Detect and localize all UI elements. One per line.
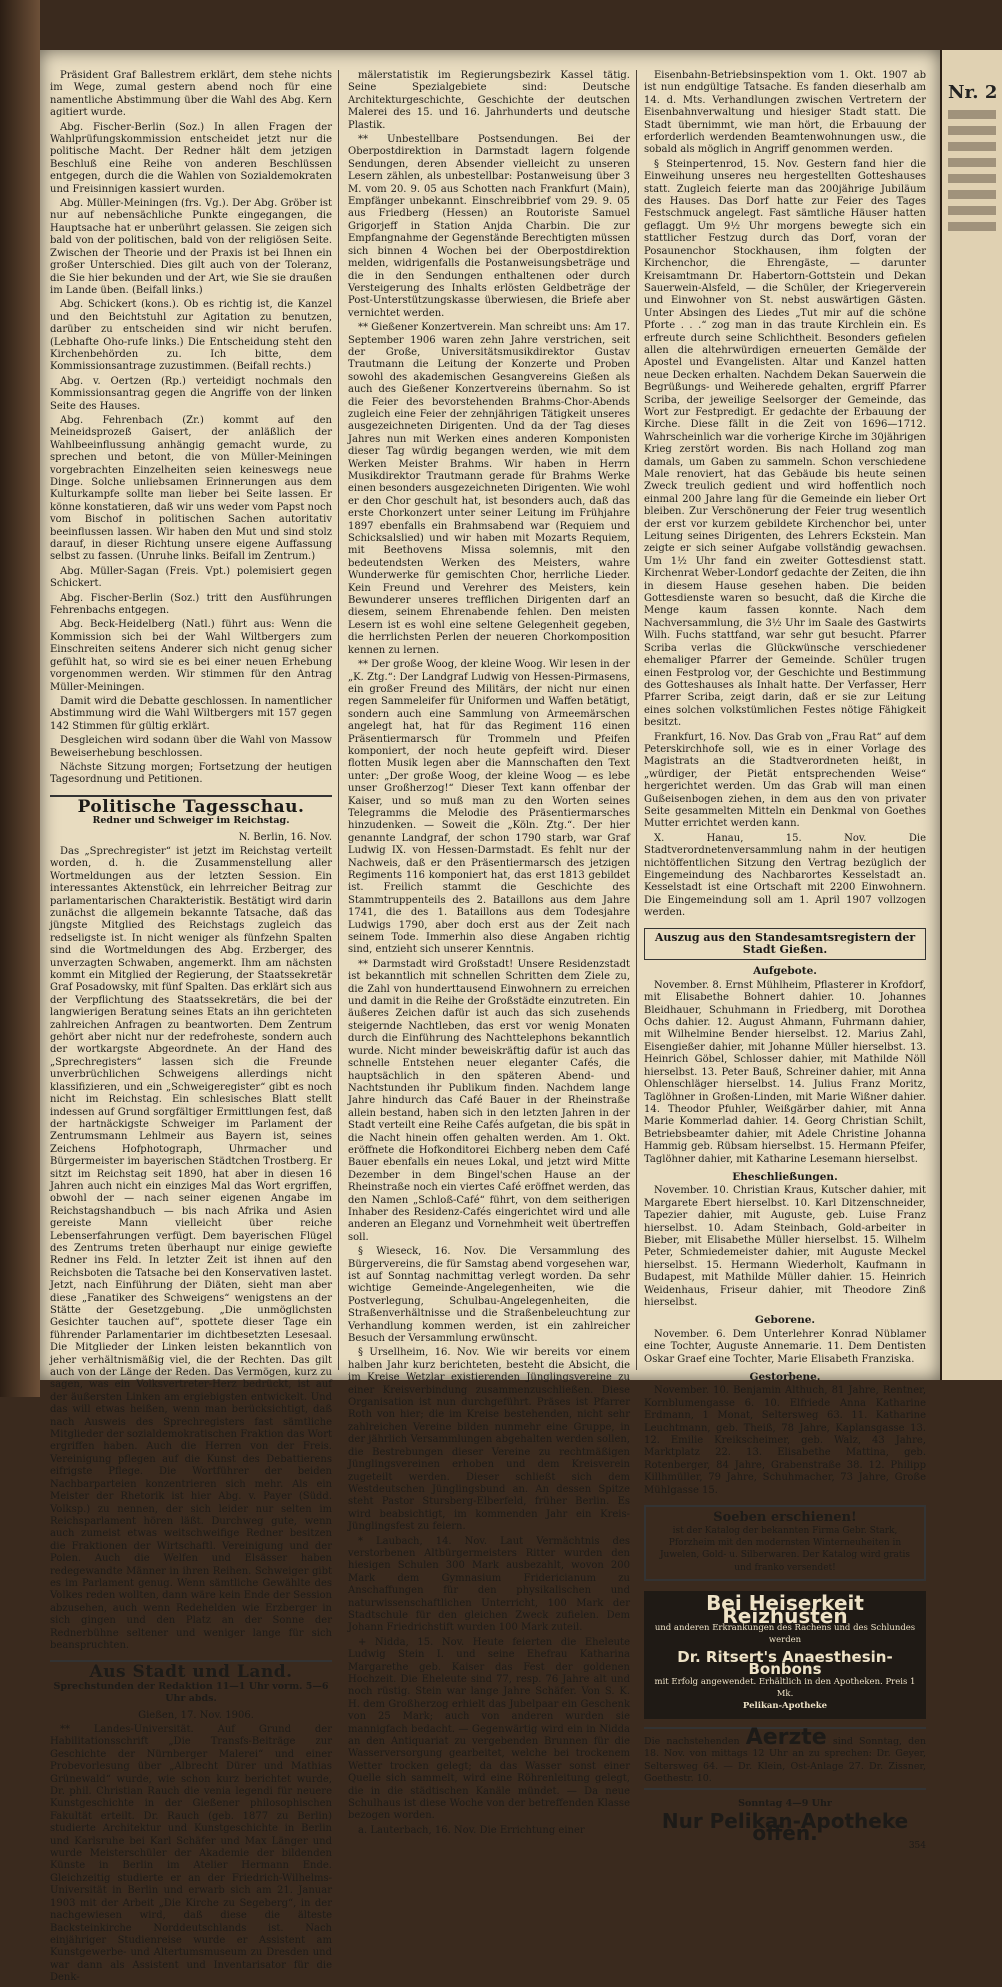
registry-entries: November. 6. Dem Unterlehrer Konrad Nüblamer eine Tochter, Auguste Annemarie. 11. Dem Dentisten Oskar Graef eine Tochter, Marie Elisabeth Franziska. <box>644 1328 926 1365</box>
notice-text: ist der Katalog der bekannten Firma Gebr. Stark, Pforzheim mit den modernsten Winterneuheiten in Juwelen, Gold- u. Silberwaren. Der Katalog wird gratis und franko versendet! <box>659 1525 911 1573</box>
pharmacy-notice: Nur Pelikan-Apotheke offen. <box>661 1808 909 1846</box>
paragraph: Abg. Müller-Sagan (Freis. Vpt.) polemisiert gegen Schickert. <box>50 565 332 590</box>
paragraph: Abg. Beck-Heidelberg (Natl.) führt aus: Wenn die Kommission sich bei der Wahl Wiltbergers zum Einschreiten seitens Anderer sich nicht genug sicher gefühlt hat, so wird sie es bei einer neuen Erhebung vorgenommen werden. Wir stimmen für den Antrag Müller-Meiningen. <box>50 619 332 693</box>
doctors-info: sind Sonntag, den 18. Nov. von mittags 12 Uhr an zu sprechen: Dr. Geyer, Seltersweg 64. — Dr. Klein, Ost-Anlage 27. Dr. Zissner, Goethestr. 10. <box>644 1735 926 1784</box>
paragraph: § Ursellheim, 16. Nov. Wie wir bereits vor einem halben Jahr kurz berichteten, besteht die Absicht, die im Kreise Wetzlar existierenden Jünglingsvereine zu einer Kreisverbindung zusammenzuschließen. Diese Organisation ist nun durchgeführt. Präses ist Pfarrer Roth von hier; die im Kreise bestehenden, nicht sehr zahlreichen Vereine bilden nunmehr eine Gruppe, in der jährlich Versammlungen abgehalten werden sollen, die Bestrebungen dieser Vereine zu rechtmäßigen Jünglingsvereinen erhoben und dem Kreisverein zugeteilt werden. Dieser schließt sich dem Westdeutschen Jünglingsbund an. An dessen Spitze steht Pastor Stursberg-Elberfeld, früher Berlin. Es wird beabsichtigt, im kommenden Jahr ein Kreis-Jünglingsfest zu feiern. <box>348 1347 630 1533</box>
paragraph: Frankfurt, 16. Nov. Das Grab von „Frau Rat“ auf dem Peterskirchhofe soll, wie es in einer Vorlage des Magistrats an die Stadtverordneten heißt, in „würdiger, der Pietät entsprechenden Weise“ hergerichtet werden. Um das Grab will man einen Gußeisenbogen ziehen, in dem aus den von privater Seite gesammelten Mitteln ein Denkmal von Goethes Mutter errichtet werden kann. <box>644 731 926 830</box>
paragraph: ** Gießener Konzertverein. Man schreibt uns: Am 17. September 1906 waren zehn Jahre verstrichen, seit der Große, Universitätsmusikdirektor Gustav Trautmann die Leitung der Konzerte und Proben sowohl des akademischen Gesangvereins Gießen als auch des Gießener Konzertvereins übernahm. So ist die Feier des bevorstehenden Brahms-Chor-Abends zugleich eine Feier der zehnjährigen Tätigkeit unseres ausgezeichneten Dirigenten. Und da der Tag dieses Jahres nun mit Werken eines anderen Komponisten dieser Tag würdig begangen werden, wie mit dem Werken Meister Brahms. Wir haben in Herrn Musikdirektor Trautmann gerade für Brahms Werke einen besonders ausgezeichneten Dirigenten. Wie wohl er den Chor geschult hat, ist besonders auch, daß das erste Chorkonzert unter seiner Leitung im Frühjahre 1897 ebenfalls ein Brahmsabend war (Requiem und Schicksalslied) und wir haben mit Mozarts Requiem, mit Beethovens Missa solemnis, mit den bedeutendsten Werken des Meisters, wahre Wunderwerke für gemischten Chor, herrliche Lieder. Kein Freund und Verehrer des Meisters, kein Bewunderer unseres trefflichen Dirigenten darf an diesem, seinem Ehrenabende fehlen. Den meisten Lesern ist es wohl eine seltene Gelegenheit gegeben, die herrlichsten Perlen der neueren Chorkomposition kennen zu lernen. <box>348 322 630 656</box>
doctors-prefix: Die nachstehenden <box>644 1735 740 1747</box>
paragraph: Abg. Schickert (kons.). Ob es richtig ist, die Kanzel und den Beichtstuhl zur Agitation zu benutzen, darüber zu entscheiden sind wir nicht berufen. (Lebhafte Oho-rufe links.) Die Entscheidung steht den Kirchenbehörden zu. Ich bitte, dem Kommissionsantrage zuzustimmen. (Beifall rechts.) <box>50 299 332 373</box>
ad-brand: Dr. Ritsert's Anaesthesin-Bonbons <box>677 1647 893 1679</box>
paragraph: ** Der große Woog, der kleine Woog. Wir lesen in der „K. Ztg.“: Der Landgraf Ludwig von Hessen-Pirmasens, ein großer Freund des Militärs, der nicht nur einen regen Sammeleifer für Uniformen und Waffen betätigt, sondern auch eine Sammlung von Armeemärschen angelegt hat, hat für das Regiment 116 einen Präsentiermarsch für Trommeln und Pfeifen komponiert, der noch heute gepfeift wird. Dieser flotten Musik legen aber die Mannschaften den Text unter: „Der große Woog, der kleine Woog — es lebe unser Großherzog!“ Dieser Text kann offenbar der Kaiser, und so muß man zu den Worten seines Telegramms die Melodie des Präsentiermarsches hinzudenken. — Soweit die „Köln. Ztg.“. Der hier genannte Landgraf, der schon 1790 starb, war Graf Ludwig IX. von Hessen-Darmstadt. Es fehlt nur der Nachweis, daß er den Präsentiermarsch des jetzigen Regiments 116 komponiert hat, das erst 1813 gebildet ist. Freilich stammt die Geschichte des Stammtruppenteils des 2. Bataillons aus dem Jahre 1741, die des 1. Bataillons aus dem Todesjahre Ludwigs 1790, aber doch erst aus der Zeit nach seinem Tode. Immerhin also diese Angaben richtig sind, entzieht sich unserer Kenntnis. <box>348 659 631 956</box>
section-subheading: Redner und Schweiger im Reichstag. <box>92 815 290 827</box>
adjacent-text-line <box>948 174 996 183</box>
paragraph: + Nidda, 15. Nov. Heute feierten die Eheleute Ludwig Stein I. und seine Ehefrau Katharina Margarethe geb. Kaiser das Fest der goldenen Hochzeit. Die Eheleute sind 77, resp. 76 Jahre alt und noch rüstig. Stein war lange Jahre Schäfer. Von S. K. H. dem Großherzog erhielt das Jubelpaar ein Geschenk von 25 Mark; auch von anderen wurden sie mannigfach bedacht. — Gegenwärtig wird ein in Nidda an den Antiquariat zu vergebenden Brunnen für die Wasserversorgung gearbeitet, welche bei trockenem Wetter trocken gelegt; da das Wasser sonst einer Quelle sich sammelt, wird eine Röhrenleitung gelegt, die in die städtischen Kanäle mündet. — Da neue Schulhaus ist diese Woche von der betreffenden Klasse bezogen worden. <box>348 1636 630 1822</box>
ad-subline: und anderen Erkrankungen des Rachens und des Schlundes werden <box>654 1622 916 1646</box>
paragraph: Abg. Fehrenbach (Zr.) kommt auf den Meineidsprozeß Gaisert, der anläßlich der Wahlbeeinflussung anhängig gemacht wurde, zu sprechen und betont, die von Müller-Meiningen vorgebrachten Einzelheiten seien keineswegs neue Dinge. Solche unliebsamen Erinnerungen aus dem Kulturkampfe sollte man lieber bei Seite lassen. Er könne konstatieren, daß wir uns weder vom Papst noch vom Bischof in politischen Sachen autoritativ beeinflussen lassen. Wir haben den Mut und sind stolz darauf, in dieser Richtung unsere eigene Auffassung selbst zu fassen. (Unruhe links. Beifall im Zentrum.) <box>50 414 333 563</box>
paragraph: § Steinpertenrod, 15. Nov. Gestern fand hier die Einweihung unseres neu hergestellten Gotteshauses statt. Zugleich feierte man das 200jährige Jubiläum des Hauses. Das Dorf hatte zur Feier des Tages Festschmuck angelegt. Fast sämtliche Häuser hatten geflaggt. Um 9½ Uhr morgens bewegte sich ein stattlicher Festzug durch das Dorf, voran der Posaunenchor Stockhausen, ihm folgten der Kirchenchor, die Ehrengäste, — darunter Kreisamtmann Dr. Habertorn-Gottstein und Dekan Sauerwein-Alsfeld, — die Schüler, der Kriegerverein und Einwohner von St. nebst auswärtigen Gästen. Unter Absingen des Liedes „Tut mir auf die schöne Pforte . . .“ zog man in das traute Kirchlein ein. Es erfreute durch seine Schlichtheit. Besonders gefielen allen die altehrwürdigen erneuerten Gemälde der Apostel und Evangelisten. Altar und Kanzel hatten neue Decken erhalten. Nachdem Dekan Sauerwein die Begrüßungs- und Weiherede gehalten, ergriff Pfarrer Scriba, der jeweilige Seelsorger der Gemeinde, das Wort zur Festpredigt. Er gedachte der Erbauung der Kirche. Diese fällt in die Zeit von 1696—1712. Wahrscheinlich war die vorherige Kirche im 30jährigen Krieg zerstört worden. Bis nach Holland zog man damals, um Gaben zu sammeln. Schon verschiedene Male renoviert, hat das Gebäude bis heute seinen Zweck treulich gedient und wird hoffentlich noch einmal 200 Jahre lang für die Gemeinde ein lieber Ort bleiben. Zur Verschönerung der Feier trug wesentlich der erst vor kurzem gebildete Kirchenchor bei, unter Leitung seines Dirigenten, des Lehrers Eckstein. Man zeigte er sich seiner Aufgabe vollständig gewachsen. Um 1½ Uhr fand ein zweiter Gottesdienst statt. Kirchenrat Weber-Londorf gedachte der Zeiten, die ihn in diesem Hause gesehen haben. Die beiden Gottesdienste waren so besucht, daß die Kirche die Menge kaum fassen konnte. Nach dem Nachversammlung, die 3½ Uhr im Saale des Gastwirts Wilh. Fuchs stattfand, war sehr gut besucht. Pfarrer Scriba verlas die Glückwünsche verschiedener ehemaliger Pfarrer der Gemeinde. Schüler trugen einen Festprolog vor, der Geschichte und Bestimmung des Gotteshauses als Inhalt hatte. Der Verfasser, Herr Pfarrer Scriba, zeigt darin, daß er sie zur Leitung eines solchen volkstümlichen Festes nötige Fähigkeit besitzt. <box>644 158 926 729</box>
paragraph: mälerstatistik im Regierungsbezirk Kassel tätig. Seine Spezialgebiete sind: Deutsche Architekturgeschichte, Geschichte der deutschen Malerei des 15. und 16. Jahrhunderts und deutsche Plastik. <box>348 70 630 131</box>
adjacent-text-line <box>948 158 996 167</box>
paragraph: ** Landes-Universität. Auf Grund der Habilitationsschrift „Die Transfs-Beiträge zur Geschichte der Nürnberger Malerei“ und einer Probevorlesung über „Albrecht Dürer und Mathias Grünewald“ wurde, wie schon kurz berichtet wurde, Dr. phil. Christian Rauch die venia legendi für neuere Kunstgeschichte in der Gießener philosophischen Fakultät erteilt. Dr. Rauch (geb. 1877 zu Berlin) studierte Architektur und Kunstgeschichte in Berlin und Karlsruhe bei Karl Schäfer und Max Länger und wurde Meisterschüler der Akademie der bildenden Künste in Berlin im Atelier Hermann Ende. Gleichzeitig studierte er an der Friedrich-Wilhelms-Universität in Berlin und erwarb sich am 21. Januar 1903 mit der Arbeit „Die Kirche zu Segeberg“, in der nachgewiesen wird, daß diese die älteste Backsteinkirche Norddeutschlands ist. Nach einjähriger Studienreise wurde er Assistent am Kunstgewerbe- und Altertumsmuseum zu Dresden und war dann als Assistent und Inventarisator für die Denk- <box>50 1724 332 1984</box>
adjacent-text-line <box>948 206 996 215</box>
paragraph: a. Lauterbach, 16. Nov. Die Errichtung einer <box>358 1824 585 1836</box>
registry-entries: November. 10. Benjamin Althuch, 81 Jahre, Rentner, Kornblumengasse 6. 10. Elfriede Anna Katharine Erdmann, 1 Monat, Seltersweg 63. 11. Katharine Leuchtmann, geb. Theiß, 78 Jahre, Kaplansgasse 13. 12. Emilie Kreikscheimer, geb. Walz, 43 Jahre, Marktplatz 22. 13. Elisabethe Mattina, geb. Rotenberger, 84 Jahre, Grabenstraße 38. 12. Philipp Killhmüller, 79 Jahre, Schuhmacher, 73 Jahre, Große Mühlgasse 15. <box>644 1385 926 1496</box>
paragraph: * Laubach, 14. Nov. Laut Vermächtnis des verstorbenen Altbürgermeisters Ritter wurden den hiesigen Schulen 300 Mark ausbezahlt, wovon 200 Mark dem Gymnasium Fridericianum zu Anschaffungen für den physikalischen und naturwissenschaftlichen Unterricht, 100 Mark der Stadtschule für den gleichen Zweck zufielen. Dem Johann Friedrichstift wurden 100 Mark zuteil. <box>348 1535 630 1634</box>
paragraph: Abg. v. Oertzen (Rp.) verteidigt nochmals den Kommissionsantrag gegen die Angriffe von der linken Seite des Hauses. <box>50 375 332 412</box>
paragraph: ** Darmstadt wird Großstadt! Unsere Residenzstadt ist bekanntlich mit schnellen Schritten dem Ziele zu, die Zahl von hunderttausend Einwohnern zu erreichen und damit in die Reihe der Großstädte einzutreten. Ein äußeres Zeichen dafür ist auch das sich zusehends steigernde Nachtleben, das erst vor wenig Monaten durch die Einführung des Nachttelephons bekanntlich wurde. Nicht minder beweiskräftig dafür ist auch das schnelle Entstehen neuer eleganter Cafés, die hauptsächlich in den späteren Abend- und Nachtstunden ihr Publikum finden. Nachdem lange Jahre hindurch das Café Bauer in der Rheinstraße allein bestand, haben sich in den letzten Jahren in der Stadt verteilt eine Reihe Cafés aufgetan, die bis spät in die Nacht hinein offen gehalten werden. Am 1. Okt. eröffnete die Hofkonditorei Eichberg neben dem Café Bauer ebenfalls ein neues Lokal, und jetzt wird Mitte Dezember in dem Bingel'schen Hause an der Rheinstraße noch ein viertes Café eröffnet werden, das den Namen „Schloß-Café“ führt, von dem seitherigen Inhaber des Residenz-Cafés eingerichtet wird und alle anderen an Eleganz und Vornehmheit weit übertreffen soll. <box>348 958 630 1243</box>
adjacent-text-line <box>948 142 996 151</box>
paragraph: Präsident Graf Ballestrem erklärt, dem stehe nichts im Wege, zumal gestern abend noch für eine namentliche Abstimmung über die Wahl des Abg. Kern agitiert wurde. <box>50 70 332 119</box>
paragraph: § Wieseck, 16. Nov. Die Versammlung des Bürgervereins, die für Samstag abend vorgesehen war, ist auf Sonntag nachmittag verlegt worden. Da sehr wichtige Gemeinde-Angelegenheiten, wie die Postverlegung, Schulbau-Angelegenheiten, die Straßenverhältnisse und die Straßenbeleuchtung zur Verhandlung kommen werden, ist ein zahlreicher Besuch der Versammlung erwünscht. <box>348 1246 630 1345</box>
catalog-notice <box>644 1505 926 1581</box>
adjacent-page-heading: Nr. 2 <box>948 82 998 103</box>
office-hours: Sprechstunden der Redaktion 11—1 Uhr vorm. 5—6 Uhr abds. <box>53 1680 329 1705</box>
column-divider <box>338 70 339 1370</box>
column-3 <box>644 70 926 1852</box>
registry-subheading: Geborene. <box>754 1314 816 1327</box>
paragraph: Eisenbahn-Betriebsinspektion vom 1. Okt. 1907 ab ist nun endgültige Tatsache. Es fanden dieserhalb am 14. d. Mts. Verhandlungen zwischen Vertretern der Eisenbahnverwaltung und hiesiger Stadt statt. Die Stadt übernimmt, wie man hört, die Erbauung der erforderlich werdenden Beamtenwohnungen usw., die sobald als möglich in Angriff genommen werden. <box>644 70 926 156</box>
book-gutter <box>0 0 40 1397</box>
paragraph: X. Hanau, 15. Nov. Die Stadtverordnetenversammlung nahm in der heutigen nichtöffentlichen Sitzung den Vertrag bezüglich der Eingemeindung des Nachbarortes Kesselstadt an. Kesselstadt ist eine Ortschaft mit 2200 Einwohnern. Die Eingemeindung soll am 1. April 1907 vollzogen werden. <box>644 832 926 919</box>
paragraph: Das „Sprechregister“ ist jetzt im Reichstag verteilt worden, d. h. die Zusammenstellung aller Wortmeldungen aus der letzten Session. Ein interessantes Aktenstück, ein lehrreicher Beitrag zur parlamentarischen Charakteristik. Bestätigt wird darin zunächst die allgemein bekannte Tatsache, daß das jüngste Mitglied des Reichstags zugleich das redseligste ist. In nicht weniger als fünfzehn Spalten sind die Wortmeldungen des Abg. Erzberger, des unverzagten Schwaben, angemerkt. Ihm am nächsten kommt ein Mitglied der Regierung, der Staatssekretär Graf Posadowsky, mit fünf Spalten. Das erklärt sich aus der Verpflichtung des Staatssekretärs, die bei der langwierigen Beratung seines Etats an ihn gerichteten zahlreichen Anfragen zu beantworten. Dem Zentrum gehört aber nicht nur der redefroheste, sondern auch der wortkargste Abgeordnete. An der Hand des „Sprechregisters“ lassen sich die Freunde unverbrüchlichen Schweigens allerdings nicht klassifizieren, und ein „Schweigeregister“ gibt es noch nicht im Reichstag. Ein schlesisches Blatt stellt indessen auf Grund sorgfältiger Ermittlungen fest, daß der hartnäckigste Schweiger im Parlament der Zentrumsmann Lehlmeir aus Bayern ist, seines Zeichens Hofphotograph, Uhrmacher und Bürgermeister im bayerischen Städtchen Trostberg. Er sitzt im Reichstag seit 1890, hat aber in diesen 16 Jahren auch nicht ein einziges Mal das Wort ergriffen, obwohl der — nach seiner eigenen Angabe im Reichstagshandbuch — bis nach Afrika und Asien gereiste Mann vielleicht über reiche Lebenserfahrungen verfügt. Dem bayerischen Flügel des Zentrums treten überhaupt nur einige gewiefte Redner ins Feld. In letzter Zeit ist ihnen auf den Reichsboten die Tatsache bei den Konservativen lastet. Jetzt, nach Einführung der Diäten, sieht man aber diese „Fanatiker des Schweigens“ wenigstens an der Stätte der Gesetzgebung. „Die unmöglichsten Gesichter tauchen auf“, spottete dieser Tage ein führender Parlamentarier im dichtbesetzten Lesesaal. Die Mitglieder der Linken leisten bekanntlich von jeher verhältnismäßig viel, die der Rechten. Das gilt auch von der Länge der Reden. Das Vermögen, kurz zu sagen, was ein Volksvertreter-Herz bedrückt, ist auf der äußersten Linken am ergiebigsten entwickelt. Und das will etwas heißen, wenn man berücksichtigt, daß nach Ausweis des Sprechregisters fast sämtliche Mitglieder der sozialdemokratischen Fraktion das Wort ergriffen haben. Auch die Herren von der Freis. Vereinigung pflegen auf die Kunst des Debattierens eifrigste Pflege. Die Wortführer der beiden Nachbarparteien konzentrieren sich mehr. Als ein Meister der Rhetorik ist hier Abg. v. Payer (Südd. Volksp.) zu nennen, der sich leider nur selten im Reichsparlament hören läßt. Durchweg gute, wenn auch zumeist etwas weitschweifige Redner besitzen die Fraktionen der Wirtschaftl. Vereinigung und der Polen. Auch die Welfen und Elsässer haben redegewandte Männer in ihren Reihen. Schweiger gibt es im Parlament genug. Wenn sämtliche Gewählte des Volkes reden wollten, dann wäre kein Ende der Session abzusehen, auch wenn Redehelden wie Erzberger in sich gingen und den Platz an der Sonne der Rednerbühne seltener und weniger lange für sich beanspruchten. <box>50 845 332 1651</box>
adjacent-text-line <box>948 222 996 231</box>
paragraph: Abg. Fischer-Berlin (Soz.) tritt den Ausführungen Fehrenbachs entgegen. <box>50 592 332 617</box>
bonbon-advertisement <box>644 1591 926 1719</box>
registry-entries: November. 8. Ernst Mühlheim, Pflasterer in Krofdorf, mit Elisabethe Bohnert dahier. 10. Johannes Bleidhauer, Schuhmann in Friedberg, mit Dorothea Ochs dahier. 12. August Ahmann, Fuhrmann dahier, mit Wilhelmine Bender hierselbst. 12. Marius Zahl, Eisengießer dahier, mit Johanne Müller hierselbst. 13. Heinrich Göbel, Schlosser dahier, mit Mathilde Nöll hierselbst. 13. Peter Bauß, Schreiner dahier, mit Anna Ohlenschläger hierselbst. 14. Julius Franz Moritz, Taglöhner in Großen-Linden, mit Marie Wißner dahier. 14. Theodor Pfuhler, Weißgärber dahier, mit Anna Marie Kommerlad dahier. 14. Georg Christian Schilt, Betriebsbeamter dahier, mit Adele Christine Johanna Hammig geb. Rübsam hierselbst. 15. Hermann Pfeifer, Taglöhner dahier, mit Katharine Lesemann hierselbst. <box>644 979 926 1165</box>
adjacent-text-line <box>948 126 996 135</box>
registry-subheading: Eheschließungen. <box>732 1170 838 1183</box>
dateline: Gießen, 17. Nov. 1906. <box>138 1709 254 1721</box>
paragraph: Abg. Müller-Meiningen (frs. Vg.). Der Abg. Gröber ist nur auf nebensächliche Punkte eingegangen, die Hauptsache hat er unberührt gelassen. Sie zeigen sich bald von der politischen, bald von der religiösen Seite. Zwischen der Theorie und der Praxis ist bei Ihnen ein großer Unterschied. Dies gilt auch von der Toleranz, die Sie hier bekunden und der Art, wie Sie sie draußen im Lande üben. (Beifall links.) <box>50 198 332 296</box>
registry-subheading: Gestorbene. <box>749 1371 821 1384</box>
column-divider <box>636 70 637 1370</box>
pharmacy-hours: Sonntag 4—9 Uhr <box>738 1798 832 1810</box>
registry-heading: Auszug aus den Standesamtsregistern der Stadt Gießen. <box>644 928 926 961</box>
paragraph: Abg. Fischer-Berlin (Soz.) In allen Fragen der Wahlprüfungskommission entscheidet jetzt nur die politische Macht. Der Redner hält dem jetzigen Beschluß eine Reihe von anderen Beschlüssen entgegen, durch die die Wahlen von Sozialdemokraten und Freisinnigen kassiert wurden. <box>50 121 332 195</box>
section-heading-politics: Politische Tagesschau. <box>50 795 332 813</box>
dateline: N. Berlin, 16. Nov. <box>238 831 332 843</box>
paragraph: Damit wird die Debatte geschlossen. In namentlicher Abstimmung wird die Wahl Wiltbergers mit 157 gegen 142 Stimmen für gültig erklärt. <box>50 695 332 732</box>
registry-subheading: Aufgebote. <box>753 965 817 978</box>
notice-title: Soeben erschienen! <box>713 1510 857 1526</box>
newspaper-page <box>40 50 940 1984</box>
adjacent-text-line <box>948 110 996 119</box>
ad-headline: Bei Heiserkeit Reizhusten <box>706 1591 864 1628</box>
page-number: 354 <box>908 1840 926 1851</box>
ad-side-label: Pelikan-Apotheke <box>742 1701 828 1712</box>
column-1 <box>50 70 332 1987</box>
adjacent-page-edge <box>940 50 1002 1380</box>
section-heading-local: Aus Stadt und Land. <box>50 1660 332 1678</box>
paragraph: ** Unbestellbare Postsendungen. Bei der Oberpostdirektion in Darmstadt lagern folgende Sendungen, deren Absender vielleicht zu unseren Lesern zählen, als unbestellbar: Postanweisung über 3 M. vom 20. 9. 05 aus Schotten nach Frankfurt (Main), Empfänger unbekannt. Einschreibbrief vom 29. 9. 05 aus Friedberg (Hessen) an Routoriste Samuel Grigorjeff in Station Anjda Charbin. Die zur Empfangnahme der Gegenstände Berechtigten müssen sich binnen 4 Wochen bei der Oberpostdirektion melden, widrigenfalls die Postanweisungsbeträge und die in den Sendungen enthaltenen oder durch Versteigerung des Inhalts erlösten Geldbeträge der Post-Unterstützungskasse überwiesen, die Briefe aber vernichtet werden. <box>348 134 630 319</box>
doctors-on-duty <box>644 1724 926 1791</box>
registry-entries: November. 10. Christian Kraus, Kutscher dahier, mit Margarete Ebert hierselbst. 10. Karl Ditzenschneider, Tapezier dahier, mit Auguste, geb. Luise Franz hierselbst. 10. Adam Steinbach, Gold-arbeiter in Bieber, mit Elisabethe Müller hierselbst. 15. Wilhelm Peter, Schmiedemeister dahier, mit Auguste Meckel hierselbst. 15. Hermann Wiederholt, Kaufmann in Budapest, mit Mathilde Müller dahier. 15. Heinrich Weidenhaus, Friseur dahier, mit Theodore Zinß hierselbst. <box>644 1185 926 1308</box>
paragraph: Desgleichen wird sodann über die Wahl von Massow Beweiserhebung beschlossen. <box>50 735 332 759</box>
ad-small-print: mit Erfolg angewendet. Erhältlich in den Apotheken. Preis 1 Mk. <box>654 1676 916 1699</box>
doctors-heading: Aerzte <box>745 1724 827 1750</box>
adjacent-text-line <box>948 190 996 199</box>
paragraph: Nächste Sitzung morgen; Fortsetzung der heutigen Tagesordnung und Petitionen. <box>50 761 332 786</box>
column-2 <box>348 70 630 1839</box>
